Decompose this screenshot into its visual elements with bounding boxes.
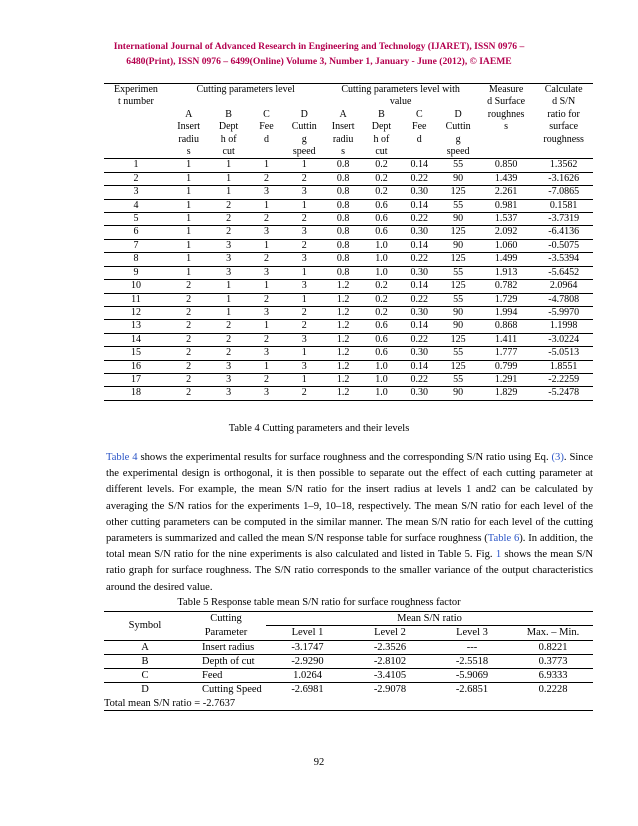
table-cell: 1	[285, 293, 323, 306]
table-cell: -3.1747	[266, 640, 349, 654]
table-cell: 2	[168, 360, 210, 373]
table-cell: 1.060	[478, 239, 534, 252]
header-cutting-level: Cutting parameters level	[168, 84, 324, 109]
table-cell: 2	[168, 306, 210, 319]
table-cell: -3.7319	[534, 213, 593, 226]
table-cell: -5.9069	[431, 669, 513, 683]
table-cell: -5.2478	[534, 387, 593, 400]
table-cell: 1.2	[323, 280, 362, 293]
table-cell: 1	[285, 266, 323, 279]
table-cell: 0.6	[363, 213, 400, 226]
table-6-link[interactable]: Table 6	[487, 533, 520, 545]
table-cell: Cutting Speed	[186, 683, 266, 697]
table-cell: 0.8	[323, 186, 362, 199]
table-cell: 0.868	[478, 320, 534, 333]
table-cell: 3	[285, 280, 323, 293]
table-cell: 125	[438, 360, 477, 373]
table-cell: 2	[285, 213, 323, 226]
table-cell: 1	[285, 159, 323, 172]
table-row	[104, 347, 593, 360]
table-cell: 55	[438, 266, 477, 279]
table-cell: 2	[209, 333, 247, 346]
table-cell: 0.30	[400, 306, 438, 319]
table-cell: 0.2228	[513, 683, 593, 697]
table-cell: 1	[209, 159, 247, 172]
table-cell: 0.30	[400, 347, 438, 360]
table-row	[104, 293, 593, 306]
table-cell: -2.2259	[534, 373, 593, 386]
table-cell: 2	[285, 306, 323, 319]
table-5-caption: Table 5 Response table mean S/N ratio for surface roughness factor	[177, 597, 461, 608]
table-cell: 0.2	[363, 280, 400, 293]
table-cell: 3	[285, 253, 323, 266]
table-cell: 1	[248, 320, 285, 333]
table-cell: 0.30	[400, 226, 438, 239]
table-cell: -2.9078	[349, 683, 431, 697]
header-letters-row: A B C D A B C D	[185, 108, 462, 120]
table-cell: 7	[104, 239, 168, 252]
table-cell: 1	[168, 239, 210, 252]
table-cell: -4.7808	[534, 293, 593, 306]
table-cell: 1.0	[363, 266, 400, 279]
header-level-3: Level 3	[431, 626, 513, 640]
table-cell: 1.913	[478, 266, 534, 279]
body-paragraph: Table 4 shows the experimental results for surface roughness and the corresponding S/N ratio using Eq. (3). Since the experimental design is orthogonal, it is then possible to separate out the effect of each cutting parameter at different levels. For example, the mean S/N ratio for the insert radius at levels 1 and2 can be calculated by averaging the S/N ratios for the experiments 1–9, 10–18, respectively. The mean S/N ratio for each level of the other cutting parameters can be computed in the similar manner. The mean S/N ratio for each level of the cutting parameters is summarized and called the mean S/N response table for surface roughness (Table 6). In addition, the total mean S/N ratio for the nine experiments is also calculated and listed in Table 5. Fig. 1 shows the mean S/N ratio graph for surface roughness. The S/N ratio corresponds to the smaller variance of the output characteristics around the desired value.	[106, 452, 593, 593]
table-cell: 1.291	[478, 373, 534, 386]
table-cell: 0.8	[323, 226, 362, 239]
table-cell: 1.2	[323, 347, 362, 360]
table-row	[104, 320, 593, 333]
table-cell: 2	[209, 347, 247, 360]
table-cell: 1	[168, 199, 210, 212]
table-cell: 1.777	[478, 347, 534, 360]
header-mean-sn: Mean S/N ratio	[266, 612, 593, 626]
table-row	[104, 640, 593, 654]
table-cell: 3	[248, 306, 285, 319]
table-cell: -2.5518	[431, 654, 513, 668]
table-cell: 2	[168, 293, 210, 306]
table-cell: 0.8	[323, 159, 362, 172]
journal-header-line1: International Journal of Advanced Research in Engineering and Technology (IJARET), ISSN 0976 –	[113, 41, 525, 52]
total-mean-sn: Total mean S/N ratio = -2.7637	[104, 697, 593, 711]
table-4-body	[104, 159, 593, 400]
table-cell: 3	[248, 387, 285, 400]
table-cell: 1	[168, 186, 210, 199]
table-cell: 55	[438, 159, 477, 172]
table-cell: 90	[438, 306, 477, 319]
table-cell: 3	[104, 186, 168, 199]
table-cell: 1.439	[478, 172, 534, 185]
table-cell: 1	[209, 172, 247, 185]
table-cell: 1	[168, 159, 210, 172]
table-cell: 0.8221	[513, 640, 593, 654]
header-symbol: Symbol	[104, 612, 186, 641]
table-cell: 3	[209, 253, 247, 266]
table-cell: 8	[104, 253, 168, 266]
table-cell: -2.6851	[431, 683, 513, 697]
table-cell: -3.5394	[534, 253, 593, 266]
table-cell: 2	[285, 387, 323, 400]
table-cell: 1.2	[323, 387, 362, 400]
table-cell: 1	[285, 199, 323, 212]
table-cell: 3	[209, 373, 247, 386]
table-cell: 1.499	[478, 253, 534, 266]
table-cell: B	[104, 654, 186, 668]
table-cell: -2.8102	[349, 654, 431, 668]
page-number: 92	[313, 757, 325, 768]
table-cell: 3	[248, 266, 285, 279]
table-cell: 0.14	[400, 239, 438, 252]
table-cell: 1	[104, 159, 168, 172]
table-cell: 1.1998	[534, 320, 593, 333]
table-cell: 15	[104, 347, 168, 360]
table-cell: C	[104, 669, 186, 683]
table-cell: 0.22	[400, 373, 438, 386]
table-row	[104, 387, 593, 400]
table-cell: -5.9970	[534, 306, 593, 319]
table-row	[104, 333, 593, 346]
table-cell: 2	[168, 320, 210, 333]
equation-3-link[interactable]: (3)	[551, 452, 564, 463]
table-4-cutting-parameters	[104, 83, 593, 401]
table-cell: 2	[168, 387, 210, 400]
table-cell: 13	[104, 320, 168, 333]
table-cell: 0.3773	[513, 654, 593, 668]
table-cell: 2	[209, 226, 247, 239]
table-cell: 1	[248, 280, 285, 293]
table-cell: 3	[209, 266, 247, 279]
table-cell: 2	[248, 333, 285, 346]
table-cell: 1	[168, 213, 210, 226]
table-row	[104, 654, 593, 668]
table-cell: 3	[285, 186, 323, 199]
table-cell: 2	[209, 320, 247, 333]
table-cell: 55	[438, 347, 477, 360]
table-cell: 55	[438, 293, 477, 306]
table-cell: Depth of cut	[186, 654, 266, 668]
table-cell: 0.782	[478, 280, 534, 293]
table-cell: 4	[104, 199, 168, 212]
table-cell: 0.8	[323, 172, 362, 185]
journal-header-line2: 6480(Print), ISSN 0976 – 6499(Online) Volume 3, Number 1, January - June (2012), © IAEME	[126, 56, 512, 67]
table-cell: 2	[248, 293, 285, 306]
table-cell: 1.2	[323, 373, 362, 386]
figure-1-link[interactable]: 1	[495, 549, 502, 561]
table-cell: 0.8	[323, 266, 362, 279]
table-cell: 0.22	[400, 253, 438, 266]
table-cell: 2	[248, 253, 285, 266]
table-cell: 0.14	[400, 159, 438, 172]
table-cell: 1.729	[478, 293, 534, 306]
table-cell: 0.2	[363, 293, 400, 306]
table-cell: 1.2	[323, 306, 362, 319]
table-cell: 16	[104, 360, 168, 373]
table-cell: 12	[104, 306, 168, 319]
table-cell: 0.30	[400, 387, 438, 400]
table-cell: -3.1626	[534, 172, 593, 185]
table-cell: 0.30	[400, 266, 438, 279]
table-row	[104, 360, 593, 373]
header-cutting-value: Cutting parameters level with value	[323, 84, 477, 109]
table-cell: 1	[248, 360, 285, 373]
table-cell: 1	[285, 373, 323, 386]
table-row	[104, 159, 593, 172]
table-cell: 3	[285, 333, 323, 346]
table-cell: 0.6	[363, 199, 400, 212]
table-cell: Feed	[186, 669, 266, 683]
table-cell: 1	[248, 239, 285, 252]
table-cell: 1.8551	[534, 360, 593, 373]
table-cell: A	[104, 640, 186, 654]
table-cell: -2.6981	[266, 683, 349, 697]
table-cell: 0.8	[323, 253, 362, 266]
table-row	[104, 186, 593, 199]
table-cell: 1.2	[323, 360, 362, 373]
table-4-link[interactable]: Table 4	[106, 452, 138, 463]
table-cell: 3	[209, 387, 247, 400]
table-cell: 2	[248, 213, 285, 226]
table-cell: 0.14	[400, 320, 438, 333]
table-cell: 2.0964	[534, 280, 593, 293]
table-row	[104, 199, 593, 212]
table-cell: 0.2	[363, 186, 400, 199]
table-cell: 0.799	[478, 360, 534, 373]
table-cell: 0.22	[400, 213, 438, 226]
table-cell: 1.0	[363, 360, 400, 373]
table-cell: D	[104, 683, 186, 697]
table-cell: 1.0	[363, 239, 400, 252]
header-cutting: Cutting	[186, 612, 266, 626]
table-cell: -3.4105	[349, 669, 431, 683]
table-cell: 1	[209, 186, 247, 199]
table-row	[104, 226, 593, 239]
table-cell: 2.092	[478, 226, 534, 239]
table-row	[104, 669, 593, 683]
table-cell: -2.9290	[266, 654, 349, 668]
table-cell: 0.981	[478, 199, 534, 212]
table-cell: 2	[168, 373, 210, 386]
table-cell: 0.6	[363, 333, 400, 346]
table-cell: 17	[104, 373, 168, 386]
table-cell: 1.3562	[534, 159, 593, 172]
table-cell: 3	[285, 226, 323, 239]
table-cell: 125	[438, 226, 477, 239]
table-cell: 1.829	[478, 387, 534, 400]
table-4-caption: Table 4 Cutting parameters and their levels	[228, 423, 410, 434]
table-cell: 90	[438, 213, 477, 226]
table-cell: -5.6452	[534, 266, 593, 279]
header-level-2: Level 2	[349, 626, 431, 640]
table-cell: 125	[438, 253, 477, 266]
table-cell: 0.6	[363, 347, 400, 360]
table-cell: 1	[248, 159, 285, 172]
table-cell: 1.0	[363, 387, 400, 400]
table-cell: 1	[248, 199, 285, 212]
table-cell: 0.14	[400, 280, 438, 293]
table-cell: 2	[285, 172, 323, 185]
table-cell: 125	[438, 186, 477, 199]
table-5-body	[104, 640, 593, 697]
header-experiment-number: Experimen t number	[104, 84, 168, 159]
table-cell: 0.6	[363, 226, 400, 239]
table-cell: 0.30	[400, 186, 438, 199]
table-cell: 0.8	[323, 213, 362, 226]
table-cell: 3	[209, 360, 247, 373]
header-measured-roughness: Measure d Surface roughnes s	[478, 84, 534, 159]
table-row	[104, 172, 593, 185]
table-cell: 1	[285, 347, 323, 360]
table-cell: 125	[438, 333, 477, 346]
table-row	[104, 683, 593, 697]
table-cell: 0.22	[400, 293, 438, 306]
header-sn-ratio: Calculate d S/N ratio for surface roughness	[534, 84, 593, 159]
table-cell: -5.0513	[534, 347, 593, 360]
table-cell: 90	[438, 239, 477, 252]
table-5-response	[104, 611, 593, 711]
table-cell: 0.2	[363, 172, 400, 185]
table-cell: 3	[248, 186, 285, 199]
table-cell: 1.2	[323, 320, 362, 333]
table-cell: -7.0865	[534, 186, 593, 199]
table-cell: 2	[168, 347, 210, 360]
table-cell: 0.2	[363, 159, 400, 172]
table-cell: 2	[209, 213, 247, 226]
table-cell: 1.0	[363, 253, 400, 266]
table-cell: 55	[438, 199, 477, 212]
table-cell: 2.261	[478, 186, 534, 199]
table-cell: 1	[209, 293, 247, 306]
table-cell: ---	[431, 640, 513, 654]
table-cell: 10	[104, 280, 168, 293]
table-row	[104, 253, 593, 266]
table-cell: Insert radius	[186, 640, 266, 654]
table-cell: 6.9333	[513, 669, 593, 683]
table-row	[104, 266, 593, 279]
table-cell: 0.22	[400, 172, 438, 185]
table-row	[104, 306, 593, 319]
table-cell: 0.6	[363, 320, 400, 333]
table-cell: 1	[168, 253, 210, 266]
table-cell: 90	[438, 320, 477, 333]
table-cell: 5	[104, 213, 168, 226]
table-cell: 1	[168, 226, 210, 239]
table-cell: 2	[168, 280, 210, 293]
table-cell: 2	[104, 172, 168, 185]
table-cell: 90	[438, 172, 477, 185]
table-cell: 0.8	[323, 239, 362, 252]
header-parameter: Parameter	[204, 627, 248, 639]
table-cell: 2	[248, 172, 285, 185]
table-cell: 14	[104, 333, 168, 346]
table-cell: 0.850	[478, 159, 534, 172]
table-cell: 11	[104, 293, 168, 306]
table-cell: 0.2	[363, 306, 400, 319]
table-cell: 1.2	[323, 293, 362, 306]
table-cell: 1.994	[478, 306, 534, 319]
table-cell: 90	[438, 387, 477, 400]
table-cell: 0.1581	[534, 199, 593, 212]
table-cell: 1	[168, 266, 210, 279]
table-row	[104, 373, 593, 386]
table-cell: 55	[438, 373, 477, 386]
table-cell: 1	[168, 172, 210, 185]
table-cell: 2	[209, 199, 247, 212]
header-level-1: Level 1	[266, 626, 349, 640]
table-cell: 2	[248, 373, 285, 386]
table-cell: -0.5075	[534, 239, 593, 252]
table-cell: 18	[104, 387, 168, 400]
header-max-min: Max. – Min.	[513, 626, 593, 640]
table-cell: 6	[104, 226, 168, 239]
table-cell: 2	[168, 333, 210, 346]
journal-header	[104, 39, 534, 69]
table-cell: 2	[285, 320, 323, 333]
table-cell: 1.411	[478, 333, 534, 346]
table-cell: 1	[209, 306, 247, 319]
table-cell: 0.14	[400, 199, 438, 212]
table-cell: 1.2	[323, 333, 362, 346]
table-cell: 0.8	[323, 199, 362, 212]
table-cell: 1.537	[478, 213, 534, 226]
table-cell: -2.3526	[349, 640, 431, 654]
table-cell: -6.4136	[534, 226, 593, 239]
table-cell: 1.0	[363, 373, 400, 386]
table-cell: 1	[209, 280, 247, 293]
table-row	[104, 239, 593, 252]
table-cell: -3.0224	[534, 333, 593, 346]
table-row	[104, 280, 593, 293]
table-cell: 0.14	[400, 360, 438, 373]
table-cell: 1.0264	[266, 669, 349, 683]
table-cell: 125	[438, 280, 477, 293]
table-cell: 2	[285, 239, 323, 252]
table-cell: 9	[104, 266, 168, 279]
header-param-names-row: Insert radiu s Dept h of cut Fee d Cuttin g speed Insert radiu s Dept h of cut Fee d Cuttin g speed	[177, 121, 471, 158]
table-cell: 3	[285, 360, 323, 373]
table-cell: 0.22	[400, 333, 438, 346]
table-cell: 3	[248, 347, 285, 360]
table-cell: 3	[209, 239, 247, 252]
table-row	[104, 213, 593, 226]
table-cell: 3	[248, 226, 285, 239]
